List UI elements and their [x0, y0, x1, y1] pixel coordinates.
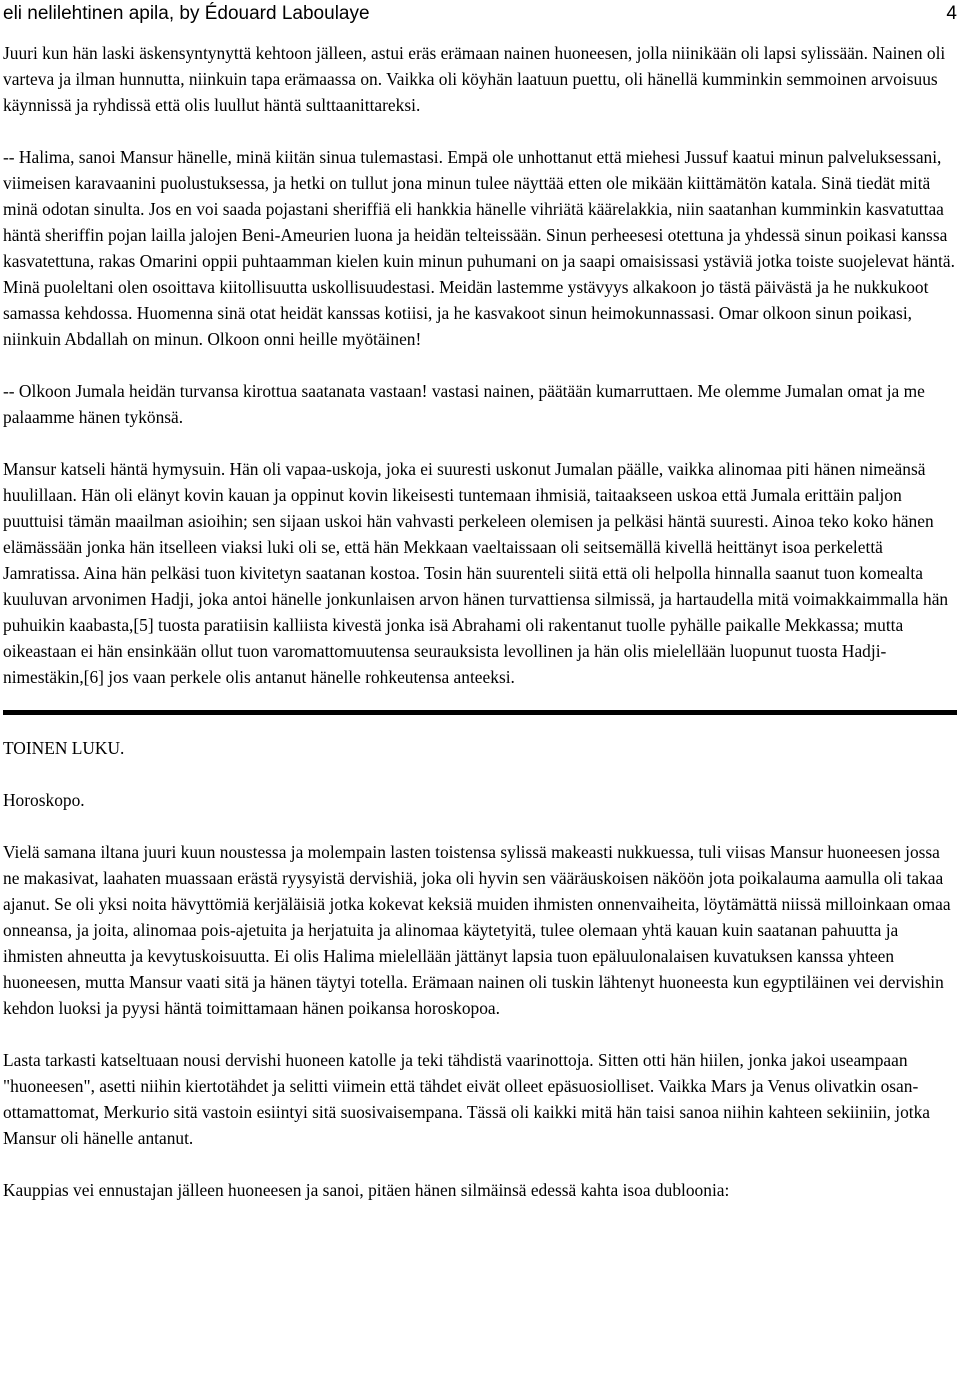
document-title: eli nelilehtinen apila, by Édouard Laboulaye — [3, 3, 370, 24]
paragraph: Juuri kun hän laski äskensyntynyttä kehtoon jälleen, astui eräs erämaan nainen huoneesen, jolla niinikään oli lapsi sylissään. Nainen oli varteva ja ilman hunnutta, niinkuin tapa erämaassa on. Vaikka oli köyhän laatuun puettu, oli hänellä kumminkin semmoinen arvoisuus käynnissä ja ryhdissä että olis luullut häntä sulttaanittareksi. — [3, 43, 946, 115]
paragraph: Kauppias vei ennustajan jälleen huoneesen ja sanoi, pitäen hänen silmäinsä edessä kahta isoa dubloonia: — [3, 1180, 730, 1200]
paragraph: -- Halima, sanoi Mansur hänelle, minä kiitän sinua tulemastasi. Empä ole unhottanut että miehesi Jussuf kaatui minun palveluksessani, viimeisen karavaanini puolustuksessa, ja hetki on tullut jona minun tulee näyttää etten ole mikään kiittämätön katala. Sinä tiedät mitä minä odotan sinulta. Jos en voi saada pojastani sheriffiä eli hankkia hänelle vihriätä käärelakkia, niin saatanhan kumminkin kasvatuttaa häntä sheriffin pojan lailla jalojen Beni-Ameurien luona ja heidän telteissään. Sinun perheesesi otettuna ja yhdessä sinun poikasi kanssa kasvatettuna, rakas Omarini oppii puhtaamman kielen kuin minun puhumani on ja saapi omaisissasi ystäviä jotka toiste suojelevat häntä. Minä puoleltani olen osoittava kiitollisuutta uskollisuudestasi. Meidän lastemme ystävyys alkakoon jo tästä päivästä ja he nukkukoot samassa kehdossa. Huomenna sinä otat heidät kanssas kotiisi, ja he kasvakoot sinun heimokunnassasi. Omar olkoon sinun poikasi, niinkuin Abdallah on minun. Olkoon onni heille myötäinen! — [3, 147, 955, 349]
chapter-heading: TOINEN LUKU. — [3, 738, 125, 758]
paragraph: Vielä samana iltana juuri kuun noustessa ja molempain lasten toistensa sylissä makeasti nukkuessa, tuli viisas Mansur huoneesen jossa ne makasivat, laahaten muassaan erästä ryysyistä dervishiä, joka oli hyvin sen vääräuskoisen näköön jota poikalauma aamulla oli takaa ajanut. Se oli yksi noita hävyttömiä kerjäläisiä jotka kokevat keksiä muiden ihmisten onnenvaiheita, löytämättä niissä milloinkaan omaa onneansa, ja joita, alinomaa pois-ajetuita ja herjatuita ja alinomaa käytetyitä, tulee olemaan yhtä kauan kuin saatanan pahuutta ja ihmisten ahneutta ja kevytuskoisuutta. Ei olis Halima mielellään jättänyt lapsia tuon epäluulonalaisen kuvatuksen kanssa yhteen huoneesen, mutta Mansur vaati sitä ja hänen täytyi totella. Erämaan nainen oli tuskin lähtenyt huoneesta kun egyptiläinen vei dervishin kehdon luoksi ja pyysi häntä toimittamaan hänen poikansa horoskopoa. — [3, 842, 951, 1018]
page-number: 4 — [946, 3, 957, 24]
chapter-subheading: Horoskopo. — [3, 790, 85, 810]
chapter-divider — [3, 710, 957, 715]
paragraph: Mansur katseli häntä hymysuin. Hän oli vapaa-uskoja, joka ei suuresti uskonut Jumalan päälle, vaikka alinomaa piti hänen nimeänsä huulillaan. Hän oli elänyt kovin kauan ja oppinut kovin likeisesti tuntemaan ihmisiä, taitaakseen uskoa että Jumala erittäin paljon puuttuisi tämän maailman asioihin; sen sijaan uskoi hän vahvasti perkeleen olemisen ja pelkäsi häntä suuresti. Ainoa teko koko hänen elämässään jonka hän itselleen viaksi luki oli se, että hän Mekkaan vaeltaissaan oli seitsemällä kivellä heittänyt isoa perkelettä Jamratissa. Aina hän pelkäsi tuon kivitetyn saatanan kostoa. Tosin hän suurenteli siitä että oli helpolla hinnalla saanut tuon komealta kuuluvan arvonimen Hadji, joka antoi hänelle jonkunlaisen arvon hänen turvattiensa silmissä, ja hartaudella mitä voimakkaimmalla hän puhuikin kaabasta,[5] tuosta paratiisin kalliista kivestä jonka isä Abrahami oli rakentanut tuolle pyhälle paikalle Mekkassa; mutta oikeastaan ei hän ensinkään ollut tuon varomattomuutensa seurauksista levollinen ja hän olis mielellään luopunut tuosta Hadji-nimestäkin,[6] jos vaan perkele olis antanut hänelle rohkeutensa anteeksi. — [3, 459, 949, 687]
document-body — [3, 40, 957, 1229]
paragraph: Lasta tarkasti katseltuaan nousi dervishi huoneen katolle ja teki tähdistä vaarinottoja. Sitten otti hän hiilen, jonka jakoi useampaan "huoneesen", asetti niihin kiertotähdet ja selitti viimein että tähdet eivät olleet epäsuosiolliset. Vaikka Mars ja Venus olivatkin osan-ottamattomat, Merkurio sitä vastoin esiintyi sitä suosivaisempana. Tässä oli kaikki mitä hän taisi sanoa niihin kahteen sekiiniin, jotka Mansur oli hänelle antanut. — [3, 1050, 931, 1148]
page-header — [0, 2, 960, 28]
paragraph: -- Olkoon Jumala heidän turvansa kirottua saatanata vastaan! vastasi nainen, päätään kumarruttaen. Me olemme Jumalan omat ja me palaamme hänen tykönsä. — [3, 381, 925, 427]
